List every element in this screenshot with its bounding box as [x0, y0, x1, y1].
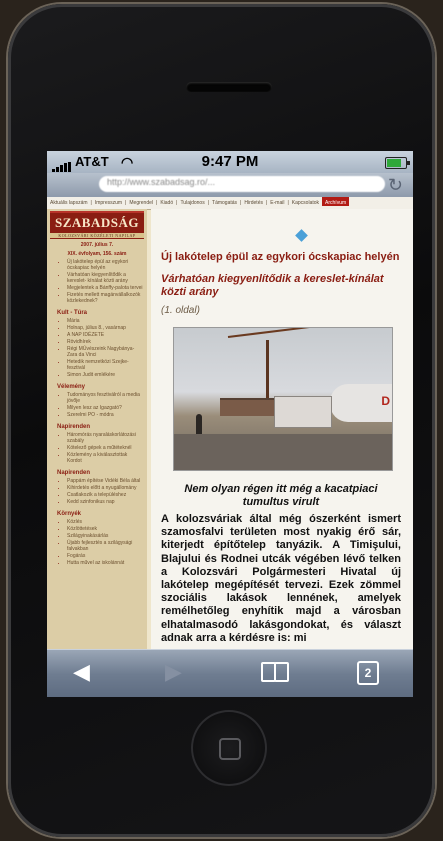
sidebar-link[interactable]: • Fizetés mellett magánvállalkozók közlekednek? — [67, 292, 143, 304]
sidebar-link[interactable]: • Közlés — [67, 519, 143, 525]
address-bar — [47, 173, 413, 197]
sidebar-list — [47, 519, 147, 566]
safari-toolbar — [47, 649, 413, 697]
sidebar-link[interactable]: • Újabb fejlesztés a szilágysági falvakban — [67, 540, 143, 552]
sidebar-link[interactable]: • Pappám építése Vidéki Béla által — [67, 478, 143, 484]
issue-date: 2007. július 7. — [80, 242, 114, 248]
home-button[interactable] — [191, 710, 267, 786]
sidebar-link[interactable]: • Szerelmi PO - módra — [67, 412, 143, 418]
sidebar-link[interactable]: • Szilágyinakásárlás — [67, 533, 143, 539]
page-reference: (1. oldal) — [161, 305, 200, 316]
sidebar-link[interactable]: • Új lakótelep épül az egykori ócskapiac helyén — [67, 259, 143, 271]
sidebar-link[interactable]: • Hutta művel az iskolánnát — [67, 560, 143, 566]
sidebar-link[interactable]: • Rövidhírek — [67, 339, 143, 345]
top-nav-item[interactable]: E-mail — [270, 200, 285, 206]
diamond-ornament-icon — [295, 229, 308, 242]
sidebar-section-title: Napirenden — [57, 424, 91, 430]
reload-icon[interactable]: ↻ — [387, 175, 403, 195]
sidebar-link[interactable]: • Holnap, július 8., vasárnap — [67, 325, 143, 331]
sidebar-section-title: Környék — [57, 511, 82, 517]
sidebar-section-title: Vélemény — [57, 384, 86, 390]
sidebar-link[interactable]: • A NAP IDÉZETE — [67, 332, 143, 338]
top-nav-item[interactable]: Impresszum — [94, 200, 123, 206]
logo-tagline: KOLOZSVÁRI KÖZÉLETI NAPILAP — [50, 233, 144, 238]
top-nav-item[interactable]: Megrendel — [129, 200, 154, 206]
crane-jib — [228, 327, 377, 338]
sidebar-link[interactable]: • Mária — [67, 318, 143, 324]
sidebar-list — [47, 318, 147, 378]
sidebar-link[interactable]: • Kötelező gépek a műtéteknél — [67, 445, 143, 451]
carrier-label: AT&T — [75, 154, 109, 169]
sidebar-link[interactable]: • Tudományos fesztiválról a media jövője — [67, 392, 143, 404]
top-nav-item[interactable]: Kapcsolatok — [291, 200, 320, 206]
sidebar-link[interactable]: • Fogárás — [67, 553, 143, 559]
tanker-trailer — [330, 384, 393, 422]
issue-number: XIX. évfolyam, 156. szám — [67, 251, 127, 257]
site-logo[interactable] — [50, 211, 144, 239]
tanker-brand: D — [381, 394, 390, 408]
sidebar-link[interactable]: • Megjelentek a Bánffy-palota tervei — [67, 285, 143, 291]
web-page — [47, 197, 413, 649]
sidebar-link[interactable]: • Régi MÚvészeink Nagybánya-Zara da Vinci — [67, 346, 143, 358]
device-screen — [47, 151, 413, 697]
article-body: A kolozsváriak által még ószerként ismert szamosfalvi területen most nyakig érő sár, kiterjedt építőtelep tanyázik. A Timişului, Blajului és Rodnei utcák végében lévő telken a Kolozsvári Polgármesteri Hivatal új lakótelep megépítését tervezi. Ezek zömmel szociális lakások lennének, amelyek remélhetőleg enyhítik majd a városban elhatalmasodó lakásgondokat, és választ adnak arra a kérdésre is: mi — [161, 513, 401, 644]
sidebar-link[interactable]: • Simon Judit emlékére — [67, 372, 143, 378]
top-nav-item[interactable]: Aktuális lapszám — [50, 200, 88, 206]
wifi-icon: ◠ — [121, 154, 134, 170]
bookmarks-icon[interactable] — [261, 662, 289, 682]
sidebar-link[interactable]: • Milyen lesz az Igazgató? — [67, 405, 143, 411]
sidebar-link[interactable]: • Kedd szinfonikus nap — [67, 499, 143, 505]
url-field[interactable]: http://www.szabadsag.ro/... — [99, 176, 385, 192]
sidebar-list — [47, 259, 147, 304]
sidebar-link[interactable]: • Hetedik nemzetközi Szejke-fesztivál — [67, 359, 143, 371]
sidebar — [47, 209, 147, 649]
sidebar-section-title: Napirenden — [57, 470, 91, 476]
sidebar-list — [47, 432, 147, 464]
crane-mast — [266, 340, 269, 402]
iphone-device — [8, 4, 435, 837]
top-nav-item[interactable]: Archívum — [322, 197, 349, 206]
sidebar-section-title: Kult - Túra — [57, 310, 87, 316]
sidebar-link[interactable]: • Közlöttetések — [67, 526, 143, 532]
status-time: 9:47 PM — [201, 153, 259, 170]
muddy-ground — [174, 434, 392, 470]
article-photo — [173, 327, 393, 471]
article-headline: Új lakótelep épül az egykori ócskapiac helyén — [161, 251, 400, 263]
article — [151, 209, 413, 649]
home-square-icon — [219, 738, 241, 760]
sidebar-link[interactable]: • Csatlakozik a településhez — [67, 492, 143, 498]
truck-cab — [274, 396, 332, 428]
earpiece-speaker — [186, 82, 272, 92]
top-nav-item[interactable]: Tulajdonos — [180, 200, 205, 206]
back-button[interactable]: ◀ — [73, 659, 90, 684]
status-bar — [47, 151, 413, 173]
top-nav-item[interactable]: Támogatás — [212, 200, 238, 206]
sidebar-link[interactable]: • Várhatóan kiegyenlítődik a kereslet- kínálat közti arány — [67, 272, 143, 284]
battery-icon — [385, 157, 407, 169]
forward-button[interactable]: ▶ — [165, 659, 182, 684]
sidebar-link[interactable]: • Háromórás nyaraláskorlátozási szabály — [67, 432, 143, 444]
logo-text: SZABADSÁG — [55, 215, 139, 230]
sidebar-link[interactable]: • Kihirdetés előtt a nyugállomány — [67, 485, 143, 491]
photo-caption: Nem olyan régen itt még a kacatpiaci tumultus virult — [184, 483, 378, 508]
top-nav-item[interactable]: Kiadó — [160, 200, 174, 206]
sidebar-list — [47, 392, 147, 418]
article-subheadline: Várhatóan kiegyenlítődik a kereslet-kínálat közti arány — [161, 273, 384, 298]
top-nav: Aktuális lapszám | Impresszum | Megrendel | Kiadó | Tulajdonos | Támogatás | Hirdetés | E-mail | Kapcsolatok Archívum — [47, 197, 413, 210]
sidebar-link[interactable]: • Közlemény a kiválasztottak Kordot — [67, 452, 143, 464]
pages-button[interactable]: 2 — [357, 661, 379, 685]
sidebar-list — [47, 478, 147, 505]
person-figure — [196, 414, 202, 434]
top-nav-item[interactable]: Hirdetés — [244, 200, 263, 206]
